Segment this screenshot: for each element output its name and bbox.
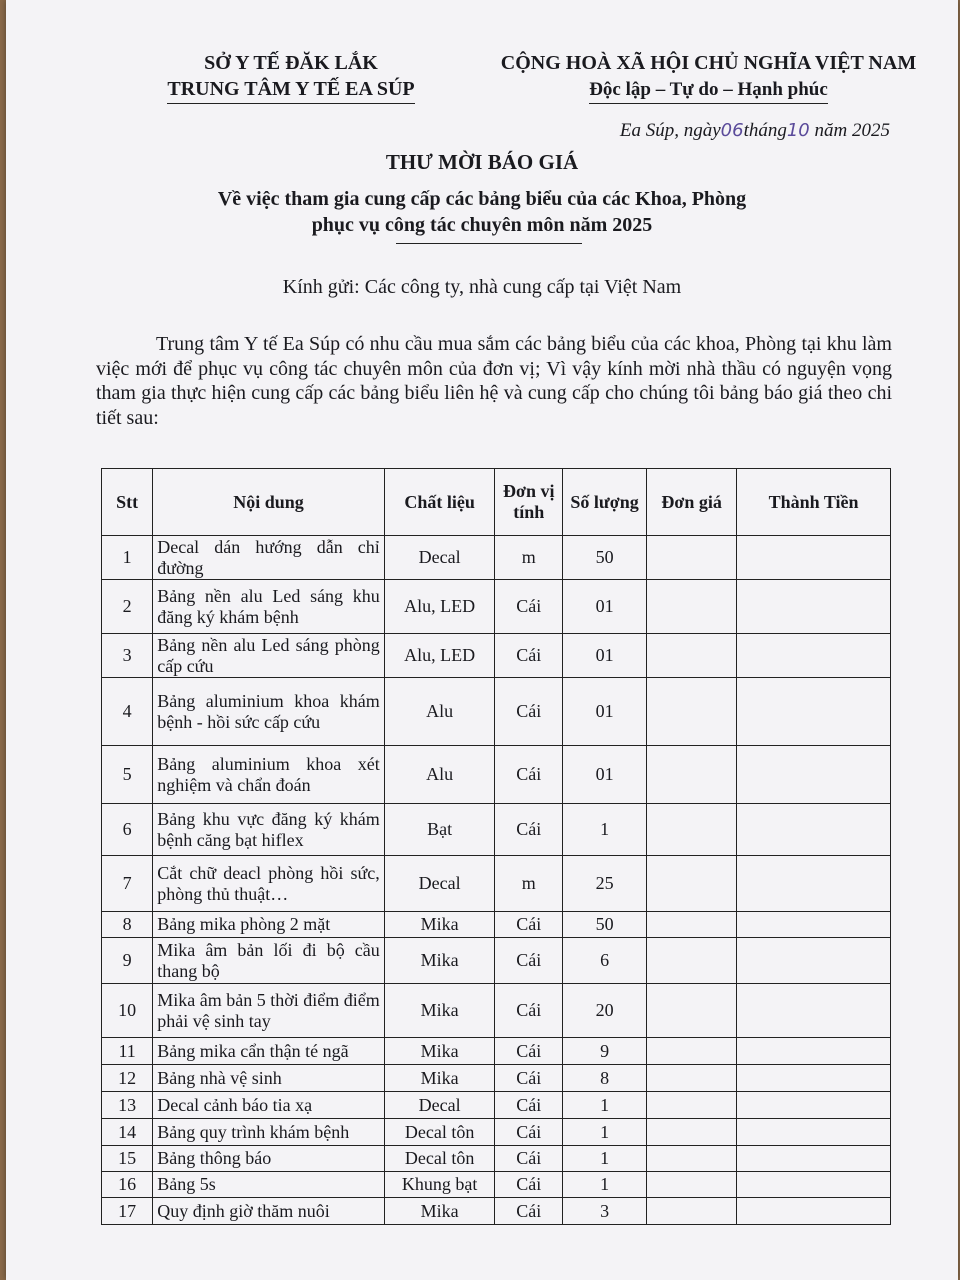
table-row [102, 536, 891, 580]
cell-stt: 4 [102, 678, 153, 746]
cell-total [737, 1146, 891, 1172]
table-row [102, 1065, 891, 1092]
org-line-1: SỞ Y TẾ ĐĂK LẮK [204, 52, 378, 74]
cell-total [737, 746, 891, 804]
cell-unit-price [647, 856, 737, 912]
cell-total [737, 1092, 891, 1119]
cell-material: Mika [384, 912, 495, 938]
cell-stt: 7 [102, 856, 153, 912]
cell-material: Decal [384, 856, 495, 912]
cell-unit-price [647, 634, 737, 678]
cell-material: Khung bạt [384, 1172, 495, 1198]
cell-quantity: 01 [563, 634, 647, 678]
cell-quantity: 20 [563, 984, 647, 1038]
cell-quantity: 3 [563, 1198, 647, 1225]
document-date [620, 120, 890, 142]
cell-unit-price [647, 912, 737, 938]
table-row [102, 912, 891, 938]
cell-material: Mika [384, 984, 495, 1038]
table-header-row [102, 469, 891, 536]
cell-stt: 15 [102, 1146, 153, 1172]
cell-material: Decal tôn [384, 1119, 495, 1146]
cell-total [737, 938, 891, 984]
cell-stt: 13 [102, 1092, 153, 1119]
cell-material: Decal [384, 536, 495, 580]
cell-quantity: 1 [563, 804, 647, 856]
cell-material: Decal [384, 1092, 495, 1119]
cell-total [737, 536, 891, 580]
cell-material: Alu [384, 678, 495, 746]
org-line-2: TRUNG TÂM Y TẾ EA SÚP [167, 76, 414, 104]
cell-material: Mika [384, 938, 495, 984]
date-month: 10 [786, 120, 810, 141]
subtitle-divider [396, 243, 582, 244]
cell-unit-price [647, 1038, 737, 1065]
cell-stt: 6 [102, 804, 153, 856]
cell-content: Bảng quy trình khám bệnh [153, 1119, 385, 1146]
cell-quantity: 01 [563, 746, 647, 804]
table-row [102, 634, 891, 678]
cell-unit: Cái [495, 1172, 563, 1198]
document-page [6, 0, 958, 1280]
body-paragraph: Trung tâm Y tế Ea Súp có nhu cầu mua sắm các bảng biểu của các khoa, Phòng tại khu làm việc mới để phục vụ công tác chuyên môn của đơn vị; Vì vậy kính mời nhà thầu có nguyện vọng tham gia thực hiện cung cấp các bảng biểu liên hệ và cung cấp cho chúng tôi bảng báo giá theo chi tiết sau: [96, 333, 892, 429]
cell-material: Alu, LED [384, 580, 495, 634]
cell-content: Bảng aluminium khoa xét nghiệm và chẩn đoán [153, 746, 385, 804]
cell-stt: 5 [102, 746, 153, 804]
cell-total [737, 856, 891, 912]
header-quantity: Số lượng [563, 469, 647, 536]
cell-total [737, 580, 891, 634]
cell-content: Bảng 5s [153, 1172, 385, 1198]
cell-unit: Cái [495, 1065, 563, 1092]
recipient-line: Kính gửi: Các công ty, nhà cung cấp tại Việt Nam [282, 276, 682, 298]
cell-quantity: 1 [563, 1119, 647, 1146]
table-row [102, 984, 891, 1038]
cell-stt: 12 [102, 1065, 153, 1092]
cell-total [737, 634, 891, 678]
cell-unit: Cái [495, 1038, 563, 1065]
cell-material: Alu, LED [384, 634, 495, 678]
cell-stt: 1 [102, 536, 153, 580]
cell-quantity: 1 [563, 1092, 647, 1119]
cell-unit: Cái [495, 912, 563, 938]
table-row [102, 804, 891, 856]
cell-quantity: 01 [563, 678, 647, 746]
nation-line-1: CỘNG HOÀ XÃ HỘI CHỦ NGHĨA VIỆT NAM [500, 52, 917, 74]
cell-content: Cắt chữ deacl phòng hồi sức, phòng thủ thuật… [153, 856, 385, 912]
cell-unit: m [495, 536, 563, 580]
document-subtitle [6, 186, 958, 238]
cell-unit-price [647, 984, 737, 1038]
cell-quantity: 50 [563, 912, 647, 938]
cell-stt: 10 [102, 984, 153, 1038]
cell-total [737, 984, 891, 1038]
cell-unit: Cái [495, 938, 563, 984]
cell-quantity: 25 [563, 856, 647, 912]
header-stt: Stt [102, 469, 153, 536]
header-unit-price: Đơn giá [647, 469, 737, 536]
subtitle-line-1: Về việc tham gia cung cấp các bảng biểu của các Khoa, Phòng [217, 188, 747, 210]
nation-motto: Độc lập – Tự do – Hạnh phúc [589, 77, 828, 104]
table-row [102, 678, 891, 746]
national-header [486, 50, 931, 104]
cell-total [737, 1172, 891, 1198]
cell-stt: 9 [102, 938, 153, 984]
table-row [102, 938, 891, 984]
cell-content: Decal cảnh báo tia xạ [153, 1092, 385, 1119]
cell-stt: 2 [102, 580, 153, 634]
table-row [102, 1092, 891, 1119]
cell-unit: Cái [495, 678, 563, 746]
cell-stt: 8 [102, 912, 153, 938]
cell-unit: Cái [495, 634, 563, 678]
cell-unit: Cái [495, 580, 563, 634]
cell-content: Decal dán hướng dẫn chỉ đường [153, 536, 385, 580]
cell-content: Bảng mika phòng 2 mặt [153, 912, 385, 938]
table-row [102, 1198, 891, 1225]
cell-unit-price [647, 1092, 737, 1119]
cell-unit-price [647, 1146, 737, 1172]
cell-stt: 3 [102, 634, 153, 678]
table-row [102, 1146, 891, 1172]
table-row [102, 1172, 891, 1198]
cell-total [737, 1065, 891, 1092]
cell-unit-price [647, 678, 737, 746]
cell-material: Mika [384, 1065, 495, 1092]
cell-unit: Cái [495, 984, 563, 1038]
cell-total [737, 804, 891, 856]
cell-content: Mika âm bản lối đi bộ cầu thang bộ [153, 938, 385, 984]
cell-quantity: 9 [563, 1038, 647, 1065]
cell-stt: 17 [102, 1198, 153, 1225]
cell-content: Bảng nền alu Led sáng phòng cấp cứu [153, 634, 385, 678]
date-year: năm 2025 [814, 120, 890, 141]
cell-material: Alu [384, 746, 495, 804]
cell-quantity: 01 [563, 580, 647, 634]
cell-content: Bảng aluminium khoa khám bệnh - hồi sức cấp cứu [153, 678, 385, 746]
cell-unit-price [647, 1172, 737, 1198]
cell-total [737, 1119, 891, 1146]
subtitle-line-2: phục vụ công tác chuyên môn năm 2025 [311, 214, 653, 236]
cell-unit-price [647, 804, 737, 856]
cell-unit-price [647, 536, 737, 580]
date-month-word: tháng [743, 120, 787, 141]
date-place: Ea Súp, ngày [619, 120, 721, 141]
cell-content: Bảng khu vực đăng ký khám bệnh căng bạt hiflex [153, 804, 385, 856]
cell-quantity: 1 [563, 1146, 647, 1172]
cell-material: Decal tôn [384, 1146, 495, 1172]
cell-unit: Cái [495, 746, 563, 804]
cell-content: Bảng thông báo [153, 1146, 385, 1172]
quotation-table [101, 468, 891, 1225]
table-row [102, 1119, 891, 1146]
header-total: Thành Tiền [737, 469, 891, 536]
cell-content: Mika âm bản 5 thời điểm điểm phải vệ sinh tay [153, 984, 385, 1038]
cell-material: Mika [384, 1038, 495, 1065]
cell-content: Bảng nền alu Led sáng khu đăng ký khám bệnh [153, 580, 385, 634]
cell-unit: Cái [495, 804, 563, 856]
cell-quantity: 6 [563, 938, 647, 984]
cell-unit-price [647, 1198, 737, 1225]
document-title: THƯ MỜI BÁO GIÁ [385, 150, 579, 174]
cell-unit-price [647, 938, 737, 984]
cell-quantity: 1 [563, 1172, 647, 1198]
cell-content: Quy định giờ thăm nuôi [153, 1198, 385, 1225]
cell-material: Mika [384, 1198, 495, 1225]
cell-total [737, 912, 891, 938]
cell-material: Bạt [384, 804, 495, 856]
table-row [102, 1038, 891, 1065]
cell-quantity: 8 [563, 1065, 647, 1092]
cell-unit-price [647, 1119, 737, 1146]
cell-total [737, 678, 891, 746]
cell-unit: Cái [495, 1146, 563, 1172]
issuing-organization [156, 50, 426, 104]
cell-content: Bảng mika cẩn thận té ngã [153, 1038, 385, 1065]
cell-unit: m [495, 856, 563, 912]
table-row [102, 746, 891, 804]
header-material: Chất liệu [384, 469, 495, 536]
cell-content: Bảng nhà vệ sinh [153, 1065, 385, 1092]
cell-unit: Cái [495, 1119, 563, 1146]
cell-quantity: 50 [563, 536, 647, 580]
cell-unit-price [647, 580, 737, 634]
table-row [102, 580, 891, 634]
table-row [102, 856, 891, 912]
cell-total [737, 1198, 891, 1225]
date-day: 06 [720, 120, 744, 141]
cell-unit: Cái [495, 1092, 563, 1119]
cell-stt: 14 [102, 1119, 153, 1146]
cell-total [737, 1038, 891, 1065]
cell-stt: 16 [102, 1172, 153, 1198]
cell-unit: Cái [495, 1198, 563, 1225]
cell-unit-price [647, 1065, 737, 1092]
cell-unit-price [647, 746, 737, 804]
header-content: Nội dung [153, 469, 385, 536]
header-unit: Đơn vị tính [495, 469, 563, 536]
cell-stt: 11 [102, 1038, 153, 1065]
